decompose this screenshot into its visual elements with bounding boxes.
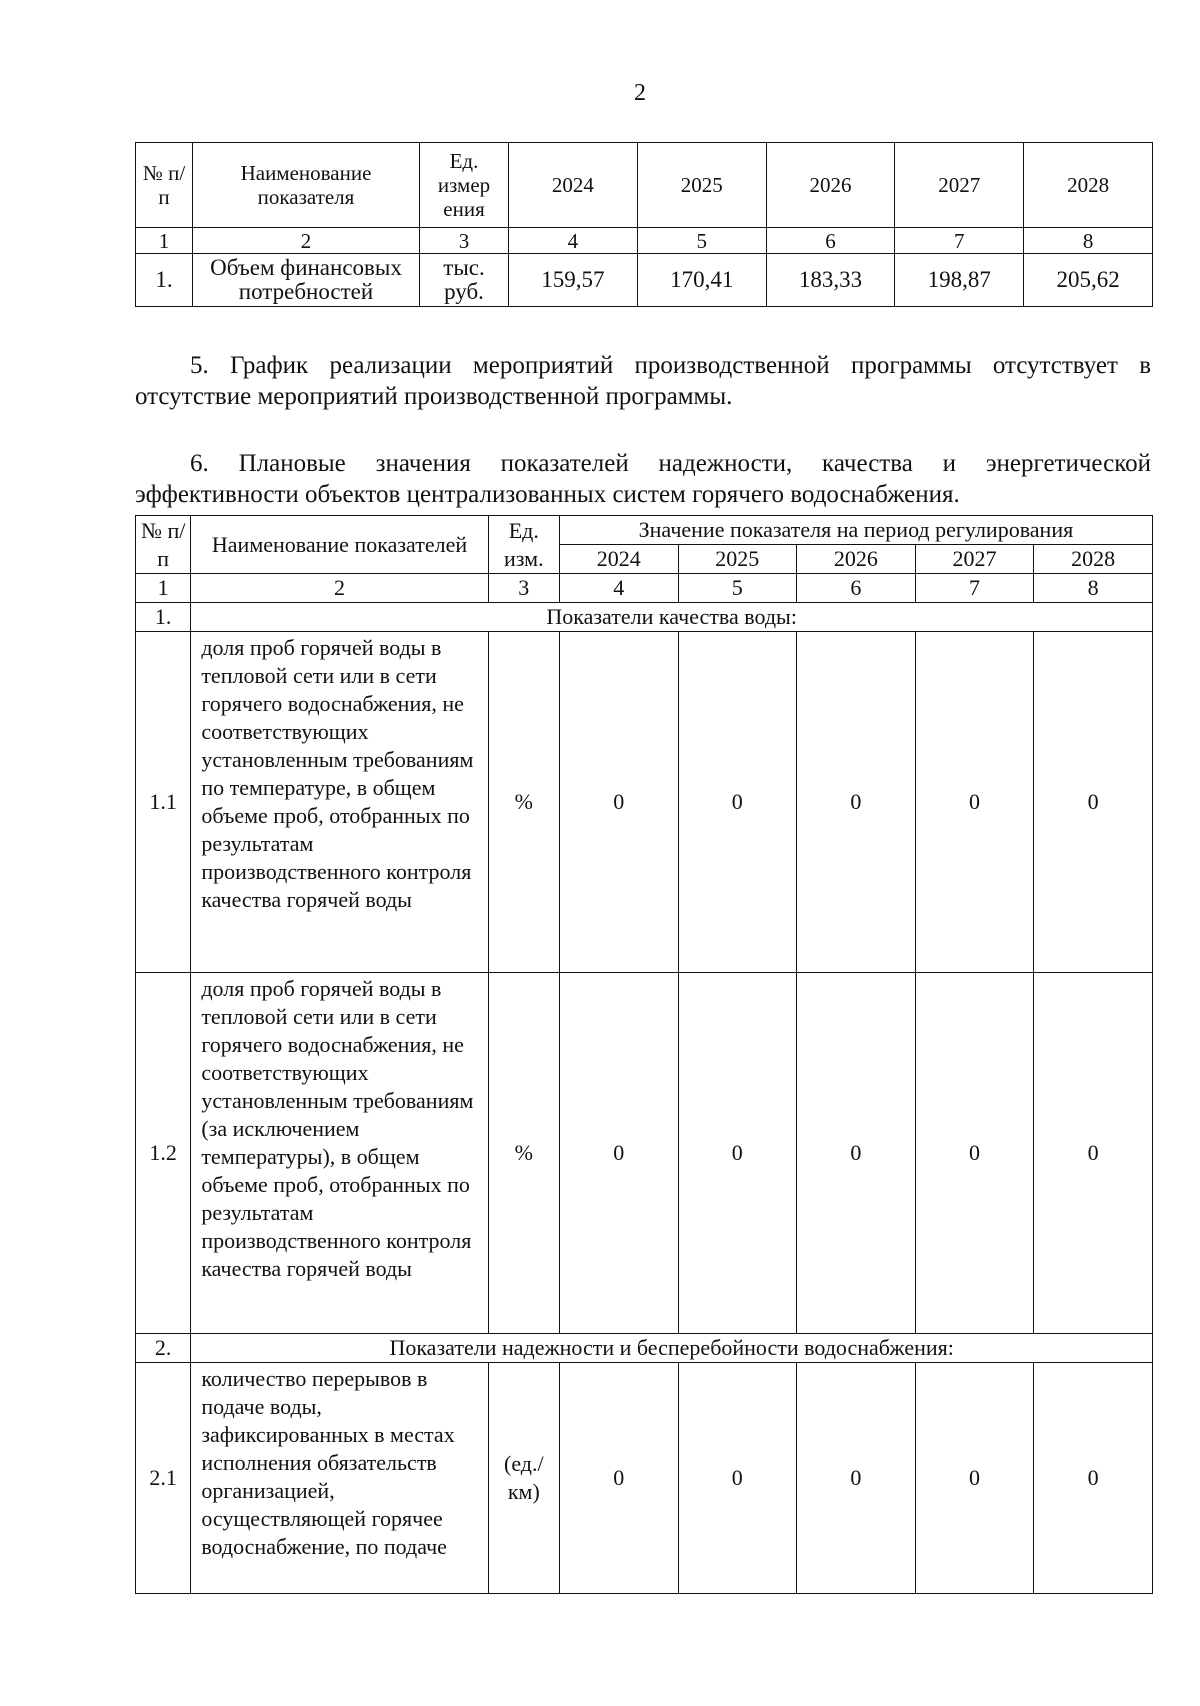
- paragraph-5: 5. График реализации мероприятий производственной программы отсутствует в отсутствие мероприятий производственной программы.: [135, 352, 1151, 410]
- column-index: 5: [637, 228, 766, 254]
- row-value: 0: [915, 632, 1034, 973]
- header-period: Значение показателя на период регулирования: [559, 516, 1152, 545]
- header-year: 2025: [678, 545, 797, 574]
- row-value: 0: [915, 1363, 1034, 1594]
- column-index: 4: [509, 228, 638, 254]
- column-index: 3: [420, 228, 509, 254]
- header-year: 2028: [1024, 143, 1153, 228]
- row-value: 0: [797, 973, 916, 1334]
- row-value: 0: [915, 973, 1034, 1334]
- row-value: 0: [1034, 1363, 1153, 1594]
- section-num: 2.: [136, 1334, 191, 1363]
- row-value: 0: [797, 632, 916, 973]
- row-value: 0: [678, 632, 797, 973]
- header-unit: Ед. измер ения: [420, 143, 509, 228]
- section-num: 1.: [136, 603, 191, 632]
- column-index: 4: [559, 574, 678, 603]
- header-year: 2027: [915, 545, 1034, 574]
- header-name: Наименование показателей: [191, 516, 488, 574]
- table-row: [136, 1363, 1153, 1594]
- column-index: 8: [1034, 574, 1153, 603]
- row-num: 2.1: [136, 1363, 191, 1594]
- row-name: количество перерывов в подаче воды, зафиксированных в местах исполнения обязательств организацией, осуществляющей горячее водоснабжение, по подаче: [191, 1363, 488, 1594]
- column-index-row: [136, 228, 1153, 254]
- header-name: Наименование показателя: [193, 143, 420, 228]
- table-row: [136, 254, 1153, 307]
- row-unit: тыс. руб.: [420, 254, 509, 307]
- header-num: № п/п: [136, 143, 193, 228]
- section-title: Показатели надежности и бесперебойности водоснабжения:: [191, 1334, 1153, 1363]
- table-row: [136, 632, 1153, 973]
- row-value: 0: [559, 1363, 678, 1594]
- row-name: Объем финансовых потребностей: [193, 254, 420, 307]
- header-num: № п/п: [136, 516, 191, 574]
- indicators-table: [135, 515, 1153, 1594]
- row-value: 183,33: [766, 254, 895, 307]
- section-row: [136, 1334, 1153, 1363]
- row-value: 0: [678, 973, 797, 1334]
- table-header-row: [136, 143, 1153, 228]
- header-year: 2026: [766, 143, 895, 228]
- row-value: 0: [1034, 632, 1153, 973]
- page-number: 2: [634, 80, 646, 106]
- column-index: 1: [136, 574, 191, 603]
- column-index: 6: [766, 228, 895, 254]
- column-index: 2: [191, 574, 488, 603]
- column-index: 8: [1024, 228, 1153, 254]
- column-index: 7: [895, 228, 1024, 254]
- financial-needs-table: [135, 142, 1153, 307]
- row-unit: (ед./ км): [488, 1363, 559, 1594]
- row-value: 159,57: [509, 254, 638, 307]
- header-year: 2024: [559, 545, 678, 574]
- row-num: 1.2: [136, 973, 191, 1334]
- header-unit: Ед. изм.: [488, 516, 559, 574]
- row-value: 205,62: [1024, 254, 1153, 307]
- row-num: 1.: [136, 254, 193, 307]
- row-value: 0: [678, 1363, 797, 1594]
- header-year: 2028: [1034, 545, 1153, 574]
- row-unit: %: [488, 632, 559, 973]
- row-num: 1.1: [136, 632, 191, 973]
- header-year: 2026: [797, 545, 916, 574]
- section-row: [136, 603, 1153, 632]
- row-value: 198,87: [895, 254, 1024, 307]
- header-year: 2025: [637, 143, 766, 228]
- row-value: 0: [559, 632, 678, 973]
- paragraph-6: 6. Плановые значения показателей надежности, качества и энергетической эффективности объектов централизованных систем горячего водоснабжения.: [135, 450, 1151, 508]
- row-value: 0: [1034, 973, 1153, 1334]
- column-index: 2: [193, 228, 420, 254]
- column-index-row: [136, 574, 1153, 603]
- column-index: 6: [797, 574, 916, 603]
- header-year: 2027: [895, 143, 1024, 228]
- row-unit: %: [488, 973, 559, 1334]
- row-value: 0: [797, 1363, 916, 1594]
- column-index: 7: [915, 574, 1034, 603]
- section-title: Показатели качества воды:: [191, 603, 1153, 632]
- column-index: 5: [678, 574, 797, 603]
- row-name: доля проб горячей воды в тепловой сети или в сети горячего водоснабжения, не соответствующих установленным требованиям по температуре, в общем объеме проб, отобранных по результатам производственного контроля качества горячей воды: [191, 632, 488, 973]
- column-index: 3: [488, 574, 559, 603]
- column-index: 1: [136, 228, 193, 254]
- row-name: доля проб горячей воды в тепловой сети или в сети горячего водоснабжения, не соответствующих установленным требованиям (за исключением температуры), в общем объеме проб, отобранных по результатам производственного контроля качества горячей воды: [191, 973, 488, 1334]
- header-year: 2024: [509, 143, 638, 228]
- table-row: [136, 973, 1153, 1334]
- table-header-row: [136, 516, 1153, 545]
- row-value: 0: [559, 973, 678, 1334]
- row-value: 170,41: [637, 254, 766, 307]
